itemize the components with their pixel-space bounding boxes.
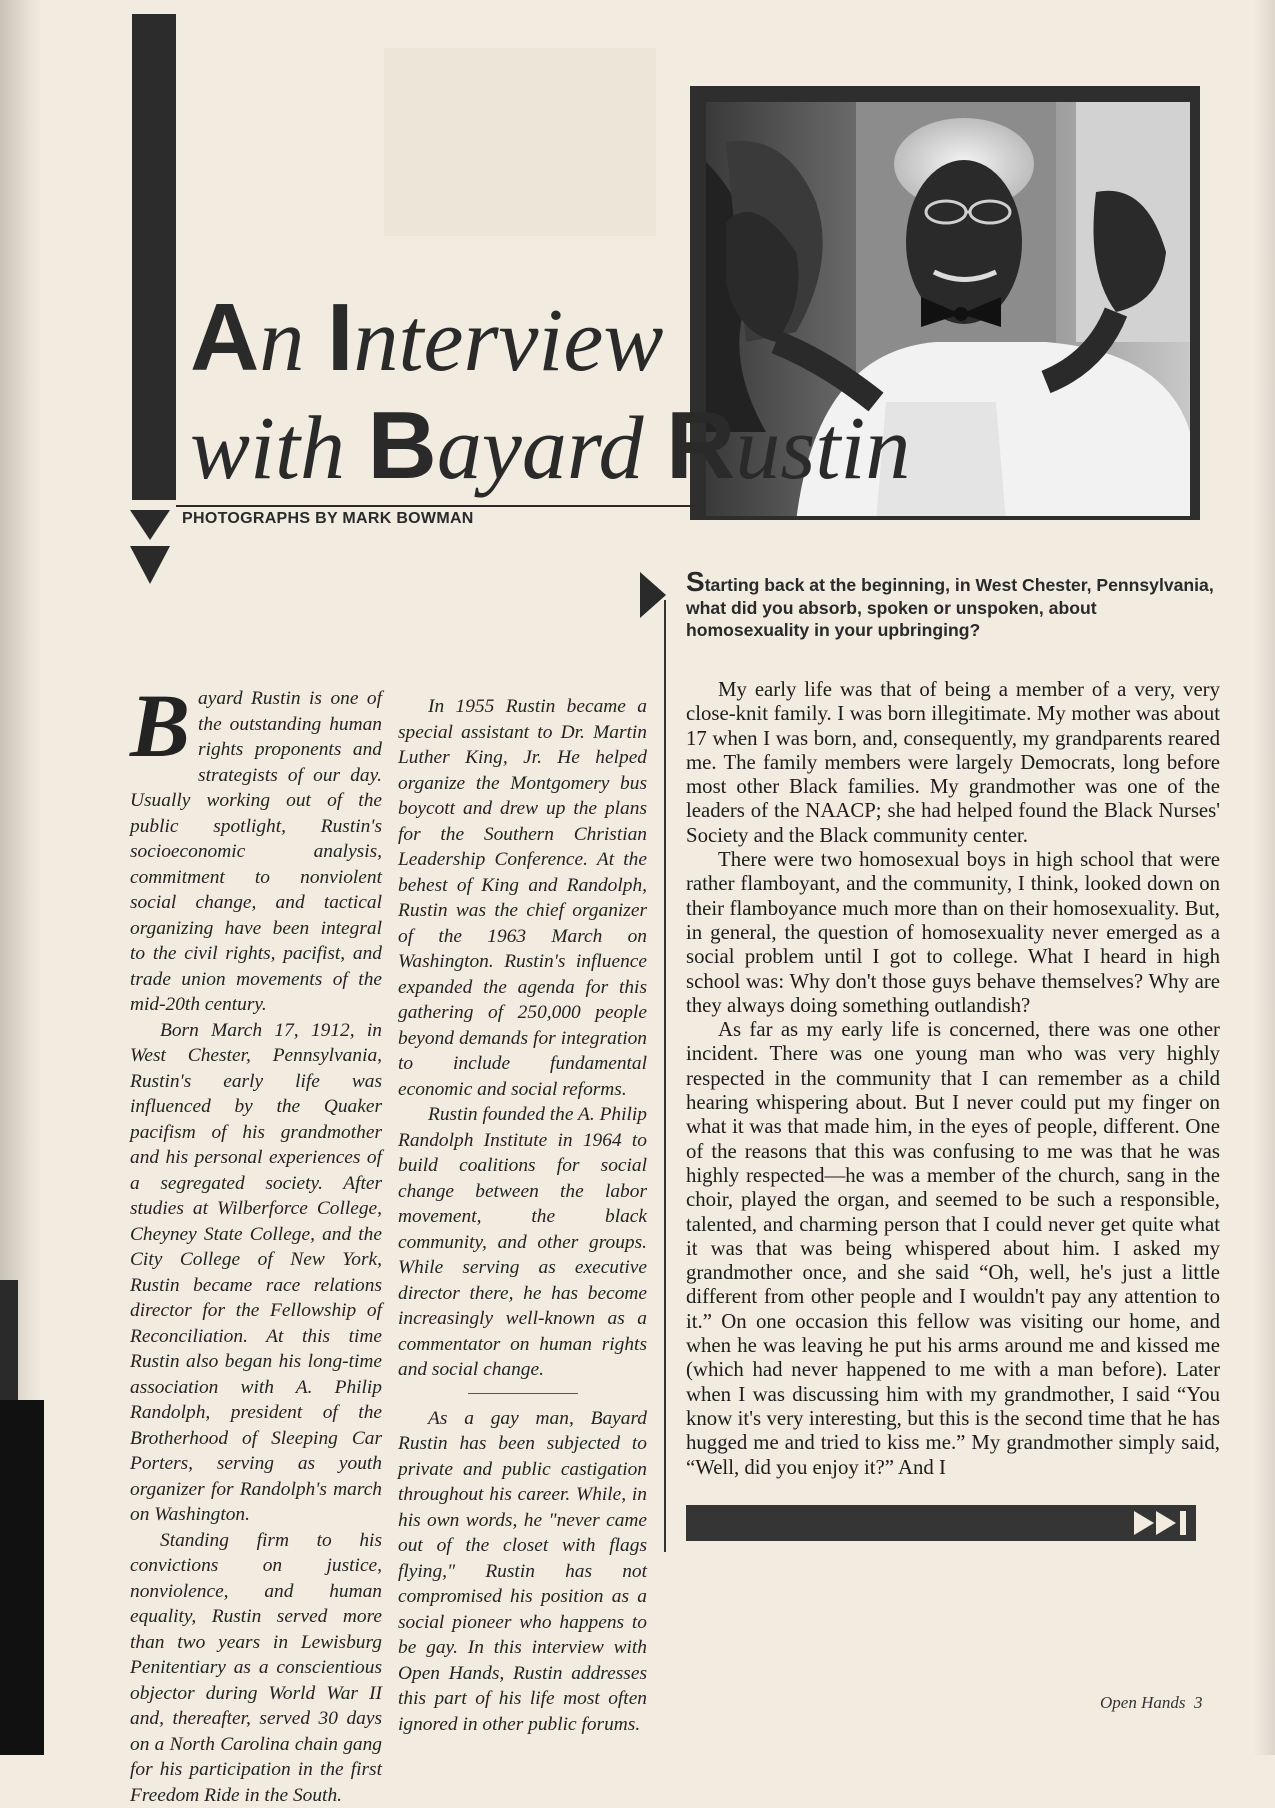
page-number: 3 (1194, 1693, 1203, 1712)
answer-paragraph: My early life was that of being a member of a very, very close-knit family. I was born illegitimate. My mother was about 17 when I was born, and, consequently, my grandparents reared me. The family members were largely Democrats, long before most other Black families. My grandmother was one of the leaders of the NAACP; she had helped found the Black Nurses' Society and the Black community center. (686, 678, 1220, 848)
intro-paragraph: In 1955 Rustin became a special assistant to Dr. Martin Luther King, Jr. He helped organize the Montgomery bus boycott and drew up the plans for the Southern Christian Leadership Conference. At the behest of King and Randolph, Rustin was the chief organizer of the 1963 March on Washington. Rustin's influence expanded the agenda for this gathering of 250,000 people beyond demands for integration to include fundamental economic and social reforms. (398, 694, 647, 1102)
title-text-n: n (259, 291, 327, 390)
title-cap-b: B (368, 392, 437, 499)
intro-paragraph: ayard Rustin is one of the outstanding human rights proponents and strategists of our day. Usually working out of the public spotlight, Rustin's socioeconomic analysis, commitment to nonviolent social change, and tactical organizing have been integral to the civil rights, pacifist, and trade union movements of the mid-20th century. (130, 686, 382, 1018)
page-footer (1100, 1693, 1202, 1713)
column-rule (664, 600, 666, 1552)
title-vertical-bar (132, 14, 176, 500)
continued-bar (686, 1505, 1196, 1541)
fast-forward-icon (1132, 1509, 1196, 1537)
magazine-name: Open Hands (1100, 1693, 1185, 1712)
drop-cap: B (130, 690, 190, 764)
triangle-down-icon (130, 546, 170, 584)
intro-paragraph: Born March 17, 1912, in West Chester, Pennsylvania, Rustin's early life was influenced by the Quaker pacifism of his grandmother and his personal experiences of a segregated society. After studies at Wilberforce College, Cheyney State College, and the City College of New York, Rustin became race relations director for the Fellowship of Reconciliation. At this time Rustin also began his long-time association with A. Philip Randolph, president of the Brotherhood of Sleeping Car Porters, serving as youth organizer for Randolph's march on Washington. (130, 1018, 382, 1528)
interview-question (686, 571, 1220, 642)
triangle-down-icon (130, 510, 170, 540)
photo-credit: PHOTOGRAPHS BY MARK BOWMAN (182, 510, 474, 528)
page-edge-dark (0, 1400, 44, 1755)
question-text: tarting back at the beginning, in West Chester, Pennsylvania, what did you absorb, spoken or unspoken, about homosexuality in your upbringing? (686, 575, 1214, 640)
interview-answer (686, 678, 1220, 1480)
page-edge-shadow (0, 1280, 18, 1400)
intro-column-1 (130, 686, 382, 1808)
page-right-edge (1253, 0, 1275, 1755)
section-divider (468, 1393, 578, 1394)
question-cap: S (686, 566, 705, 597)
title-text-with: with (190, 399, 368, 498)
intro-column-2 (398, 694, 647, 1737)
intro-paragraph: As a gay man, Bayard Rustin has been subjected to private and public castigation throughout his career. While, in his own words, he "never came out of the closet with flags flying," Rustin has not compromised his position as a social pioneer who happens to be gay. In this interview with Open Hands, Rustin addresses this part of his life most often ignored in other public forums. (398, 1406, 647, 1738)
intro-paragraph: Standing firm to his convictions on justice, nonviolence, and human equality, Rustin served more than two years in Lewisburg Penitentiary as a conscientious objector during World War II and, thereafter, served 30 days on a North Carolina chain gang for his participation in the first Freedom Ride in the South. (130, 1528, 382, 1808)
title-cap-i: I (327, 284, 354, 391)
faded-background-box (384, 48, 656, 236)
title-cap-a: A (190, 284, 259, 391)
answer-paragraph: There were two homosexual boys in high school that were rather flamboyant, and the community, I think, looked down on their flamboyance much more than on their homosexuality. But, in general, the question of homosexuality never emerged as a social problem until I got to college. What I heard in high school was: Why don't those guys behave themselves? Why are they always doing something outlandish? (686, 848, 1220, 1018)
article-title (190, 290, 910, 494)
answer-paragraph: As far as my early life is concerned, there was one other incident. There was one young man who was very highly respected in the community that I can remember as a child hearing whispering about. But I never could put my finger on what it was that made him, in the eyes of people, different. One of the reasons that this was confusing to me was that he was highly respected—he was a member of the church, sang in the choir, played the organ, and seemed to be such a responsible, talented, and charming person that I could never get quite what it was that was being whispered about him. I asked my grandmother once, and she said “Oh, well, he's just a little different from other people and I wouldn't pay any attention to it.” On one occasion this fellow was visiting our home, and when he was leaving he put his arms around me and kissed me (which had never happened to me with a man before). Later when I was discussing him with my grandmother, I said “You know it's very interesting, but this is the second time that he has hugged me and tried to kiss me.” My grandmother simply said, “Well, did you enjoy it?” And I (686, 1018, 1220, 1480)
title-cap-r: R (666, 392, 735, 499)
intro-paragraph: Rustin founded the A. Philip Randolph Institute in 1964 to build coalitions for social change between the labor movement, the black community, and other groups. While serving as executive director there, he has become increasingly well-known as a commentator on human rights and social change. (398, 1102, 647, 1383)
title-text-nterview: nterview (354, 291, 664, 390)
title-text-ustin: ustin (735, 399, 910, 498)
title-text-ayard: ayard (437, 399, 666, 498)
triangle-right-icon (640, 572, 666, 618)
credit-rule (176, 505, 694, 507)
